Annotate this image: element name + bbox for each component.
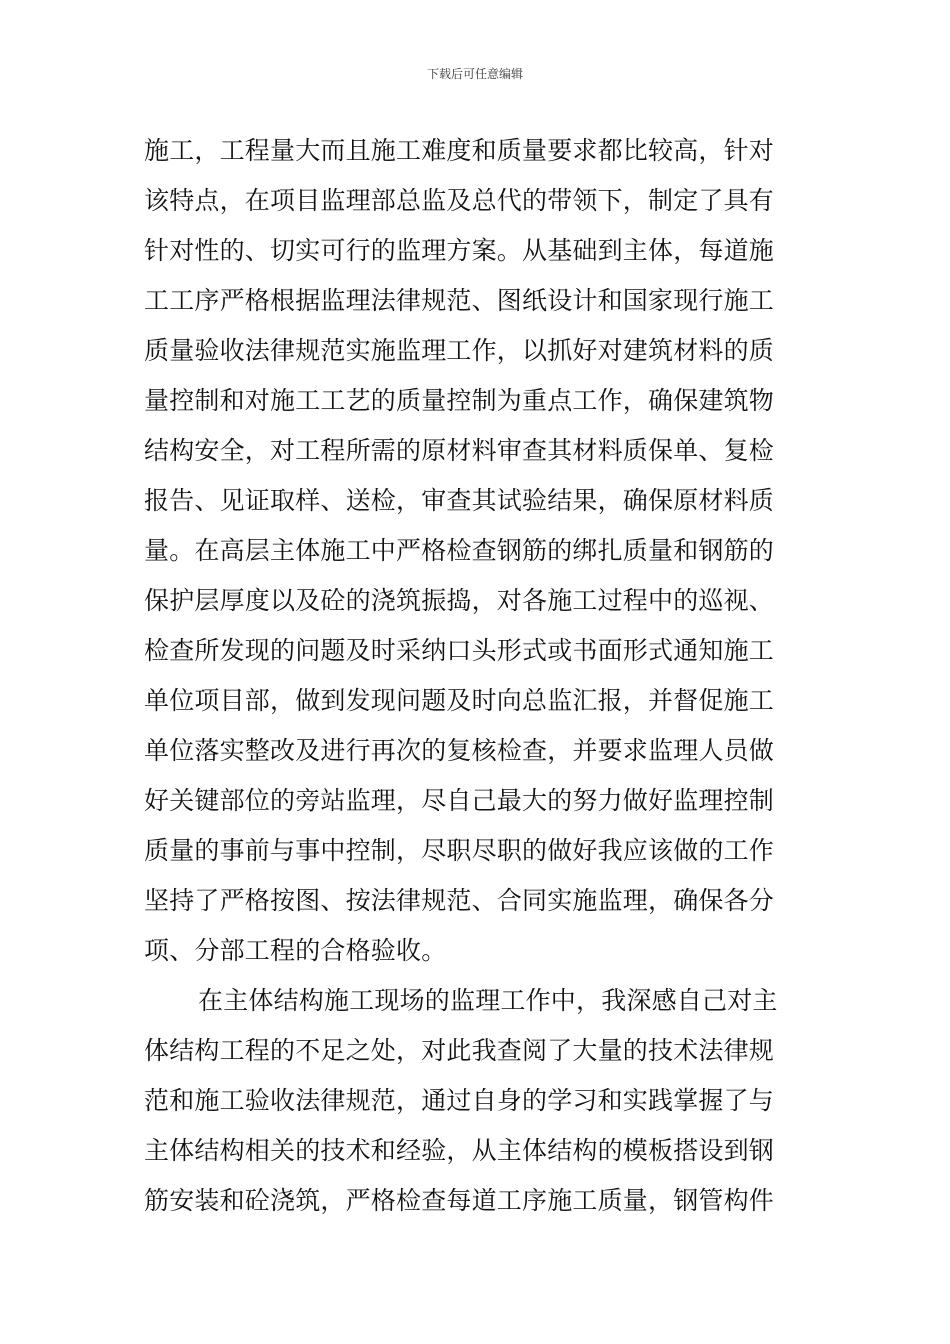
- text-line: 量。在高层主体施工中严格检查钢筋的绑扎质量和钢筋的: [144, 536, 775, 565]
- paragraph-1: [144, 126, 806, 976]
- text-line: 单位项目部，做到发现问题及时向总监汇报，并督促施工: [144, 686, 775, 715]
- text-line: 施工，工程量大而且施工难度和质量要求都比较高，针对: [144, 136, 775, 165]
- text-line: 坚持了严格按图、按法律规范、合同实施监理，确保各分: [144, 886, 775, 915]
- page-header: 下载后可任意编辑: [426, 67, 523, 81]
- paragraph-2: [144, 976, 806, 1226]
- text-line: 质量的事前与事中控制，尽职尽职的做好我应该做的工作: [144, 836, 775, 865]
- text-line: 保护层厚度以及砼的浇筑振捣，对各施工过程中的巡视、: [144, 586, 775, 615]
- text-line: 报告、见证取样、送检，审查其试验结果，确保原材料质: [144, 486, 775, 515]
- text-line: 结构安全，对工程所需的原材料审查其材料质保单、复检: [144, 436, 775, 465]
- text-line: 该特点，在项目监理部总监及总代的带领下，制定了具有: [144, 186, 775, 215]
- text-line: 量控制和对施工工艺的质量控制为重点工作，确保建筑物: [144, 386, 775, 415]
- text-line: 主体结构相关的技术和经验，从主体结构的模板搭设到钢: [144, 1136, 775, 1165]
- text-line: 好关键部位的旁站监理，尽自己最大的努力做好监理控制: [144, 786, 775, 815]
- text-line: 检查所发现的问题及时采纳口头形式或书面形式通知施工: [144, 636, 775, 665]
- text-line: 筋安装和砼浇筑，严格检查每道工序施工质量，钢管构件: [144, 1186, 775, 1215]
- text-line: 针对性的、切实可行的监理方案。从基础到主体，每道施: [144, 236, 775, 265]
- text-line: 体结构工程的不足之处，对此我查阅了大量的技术法律规: [144, 1036, 775, 1065]
- text-line: 工工序严格根据监理法律规范、图纸设计和国家现行施工: [144, 286, 775, 315]
- text-line: 质量验收法律规范实施监理工作，以抓好对建筑材料的质: [144, 336, 775, 365]
- text-line: 在主体结构施工现场的监理工作中，我深感自己对主: [198, 986, 778, 1015]
- body-text: [144, 126, 806, 1226]
- text-line: 单位落实整改及进行再次的复核检查，并要求监理人员做: [144, 736, 775, 765]
- text-line: 范和施工验收法律规范，通过自身的学习和实践掌握了与: [144, 1086, 775, 1115]
- text-line: 项、分部工程的合格验收。: [144, 936, 447, 965]
